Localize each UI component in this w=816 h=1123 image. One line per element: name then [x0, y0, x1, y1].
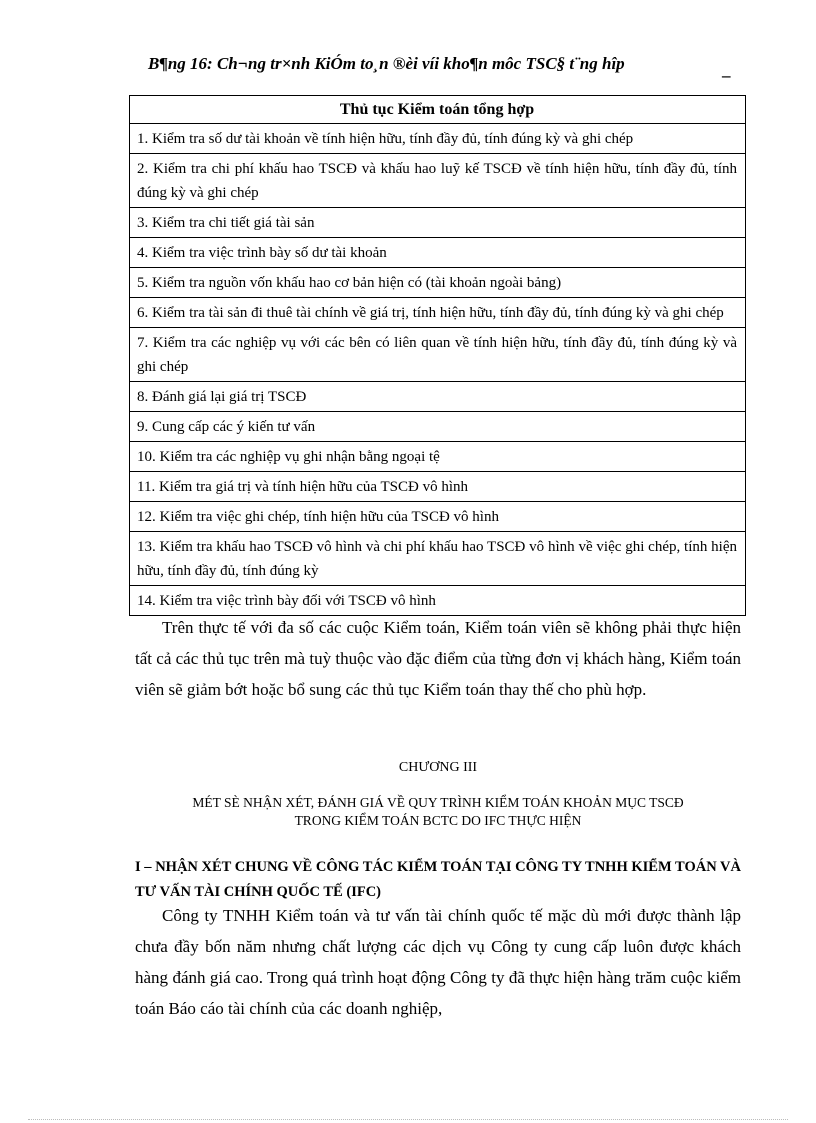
- body-paragraph-2: Công ty TNHH Kiểm toán và tư vấn tài chính quốc tế mặc dù mới được thành lập chưa đầy bốn năm nhưng chất lượng các dịch vụ Công ty cung cấp luôn được khách hàng đánh giá cao. Trong quá trình hoạt động Công ty đã thực hiện hàng trăm cuộc kiểm toán Báo cáo tài chính của các doanh nghiệp,: [135, 906, 741, 1018]
- table-row: [130, 412, 746, 442]
- table-cell: 11. Kiểm tra giá trị và tính hiện hữu của TSCĐ vô hình: [130, 472, 746, 502]
- table-cell: 6. Kiểm tra tài sản đi thuê tài chính về giá trị, tính hiện hữu, tính đầy đủ, tính đúng kỳ và ghi chép: [130, 298, 746, 328]
- body-paragraph-1: Trên thực tế với đa số các cuộc Kiểm toán, Kiểm toán viên sẽ không phải thực hiện tất cả các thủ tục trên mà tuỳ thuộc vào đặc điểm của từng đơn vị khách hàng, Kiểm toán viên sẽ giảm bớt hoặc bổ sung các thủ tục Kiểm toán thay thế cho phù hợp.: [135, 618, 741, 699]
- table-cell: 14. Kiểm tra việc trình bày đối với TSCĐ vô hình: [130, 586, 746, 616]
- caption-trailing-mark: _: [722, 60, 731, 79]
- table-cell: 10. Kiểm tra các nghiệp vụ ghi nhận bằng ngoại tệ: [130, 442, 746, 472]
- table-header: Thủ tục Kiểm toán tổng hợp: [130, 96, 746, 124]
- table-cell: 9. Cung cấp các ý kiến tư vấn: [130, 412, 746, 442]
- table-row: [130, 298, 746, 328]
- table-cell: 8. Đánh giá lại giá trị TSCĐ: [130, 382, 746, 412]
- chapter-subtitle-line-2: TRONG KIỂM TOÁN BCTC DO IFC THỰC HIỆN: [294, 813, 582, 828]
- table-row: [130, 328, 746, 382]
- page-bottom-divider: [28, 1119, 788, 1120]
- table-row: [130, 382, 746, 412]
- table-row: [130, 154, 746, 208]
- table-row: [130, 124, 746, 154]
- table-row: [130, 472, 746, 502]
- chapter-subtitle-line-1: MÉT SÈ NHẬN XÉT, ĐÁNH GIÁ VỀ QUY TRÌNH KIỂM TOÁN KHOẢN MỤC TSCĐ: [192, 795, 684, 810]
- table-row: [130, 442, 746, 472]
- table-row: [130, 238, 746, 268]
- table-cell: 1. Kiểm tra số dư tài khoản về tính hiện hữu, tính đầy đủ, tính đúng kỳ và ghi chép: [130, 124, 746, 154]
- table-row: [130, 208, 746, 238]
- caption-text: B¶ng 16: Ch¬ng tr×nh KiÓm to¸n ®èi víi kho¶n môc TSC§ t¨ng hîp: [148, 54, 625, 73]
- table-cell: 3. Kiểm tra chi tiết giá tài sản: [130, 208, 746, 238]
- table-cell: 2. Kiểm tra chi phí khấu hao TSCĐ và khấu hao luỹ kế TSCĐ về tính hiện hữu, tính đầy đủ, tính đúng kỳ và ghi chép: [130, 154, 746, 208]
- chapter-title: CHƯƠNG III: [398, 760, 478, 775]
- table-cell: 12. Kiểm tra việc ghi chép, tính hiện hữu của TSCĐ vô hình: [130, 502, 746, 532]
- table-row: [130, 268, 746, 298]
- table-row: [130, 532, 746, 586]
- table-caption: [148, 54, 768, 79]
- table-cell: 7. Kiểm tra các nghiệp vụ với các bên có liên quan về tính hiện hữu, tính đầy đủ, tính đúng kỳ và ghi chép: [130, 328, 746, 382]
- table-row: [130, 586, 746, 616]
- table-row: [130, 502, 746, 532]
- table-cell: 4. Kiểm tra việc trình bày số dư tài khoản: [130, 238, 746, 268]
- section-heading: I – NHẬN XÉT CHUNG VỀ CÔNG TÁC KIỂM TOÁN TẠI CÔNG TY TNHH KIỂM TOÁN VÀ TƯ VẤN TÀI CHÍNH QUỐC TẾ (IFC): [135, 859, 741, 900]
- audit-procedures-table: [129, 95, 746, 616]
- table-cell: 5. Kiểm tra nguồn vốn khấu hao cơ bản hiện có (tài khoản ngoài bảng): [130, 268, 746, 298]
- table-header-row: [130, 96, 746, 124]
- table-cell: 13. Kiểm tra khấu hao TSCĐ vô hình và chi phí khấu hao TSCĐ vô hình về việc ghi chép, tính hiện hữu, tính đầy đủ, tính đúng kỳ: [130, 532, 746, 586]
